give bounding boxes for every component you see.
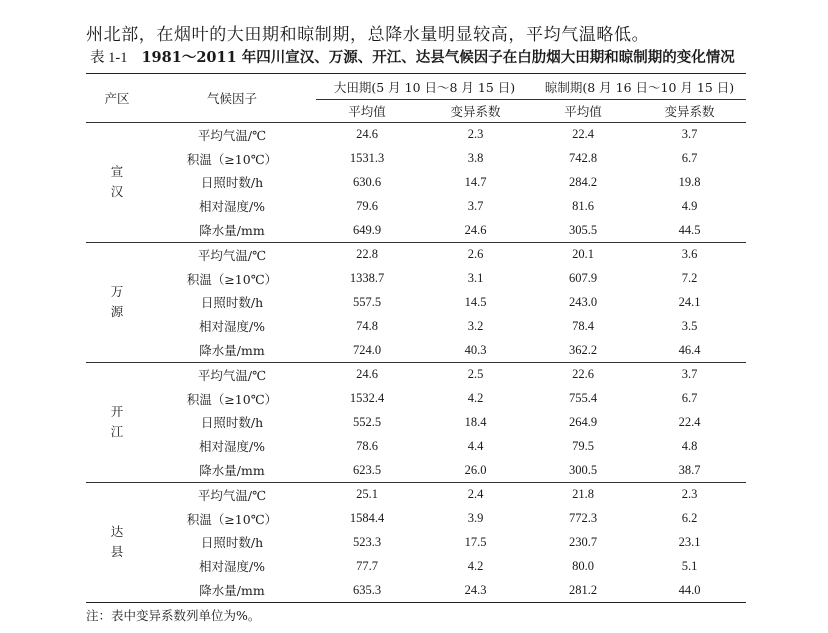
field-mean-cell: 24.6	[316, 123, 418, 147]
factor-cell: 相对湿度/%	[198, 559, 266, 575]
field-cv-cell: 3.9	[467, 511, 484, 526]
field-mean-cell: 74.8	[356, 318, 378, 333]
table-row	[86, 267, 746, 291]
curing-mean-cell: 362.2	[568, 342, 598, 357]
field-cv-cell: 24.6	[464, 222, 487, 237]
field-mean-cell: 523.3	[352, 534, 382, 549]
curing-cv-cell: 3.7	[633, 362, 746, 386]
table-row	[86, 578, 746, 602]
table-row	[86, 291, 746, 315]
field-mean-cell: 77.7	[356, 558, 378, 573]
field-mean-cell: 649.9	[352, 222, 382, 237]
curing-mean-cell: 300.5	[568, 462, 598, 477]
factor-cell: 日照时数/h	[200, 535, 264, 551]
field-cv-cell: 17.5	[464, 534, 487, 549]
curing-mean-cell: 80.0	[572, 558, 594, 573]
header-cv: 变异系数	[664, 104, 715, 119]
table-row	[86, 458, 746, 482]
field-cv-cell: 2.5	[418, 362, 533, 386]
table-row	[86, 194, 746, 218]
table-row	[86, 123, 746, 147]
factor-cell: 平均气温/℃	[148, 123, 316, 147]
field-mean-cell: 623.5	[352, 462, 382, 477]
curing-cv-cell: 44.0	[633, 578, 746, 602]
table-row	[86, 314, 746, 338]
field-mean-cell: 1584.4	[349, 511, 385, 526]
table-row	[86, 434, 746, 458]
field-cv-cell: 14.7	[464, 174, 487, 189]
curing-cv-cell: 5.1	[681, 558, 698, 573]
factor-cell: 积温（≥10℃）	[186, 271, 278, 287]
curing-cv-cell: 22.4	[678, 414, 701, 429]
header-period-curing: 晾制期(8 月 16 日～10 月 15 日)	[533, 74, 746, 100]
field-mean-cell: 635.3	[316, 578, 418, 602]
field-cv-cell: 4.2	[467, 391, 484, 406]
region-cell	[86, 242, 148, 362]
factor-cell: 降水量/mm	[148, 578, 316, 602]
field-cv-cell: 40.3	[464, 342, 487, 357]
field-cv-cell: 3.7	[467, 198, 484, 213]
field-mean-cell: 24.6	[316, 362, 418, 386]
curing-mean-cell: 755.4	[568, 391, 598, 406]
region-char: 源	[110, 304, 124, 320]
factor-cell: 日照时数/h	[200, 295, 264, 311]
curing-mean-cell: 79.5	[572, 438, 594, 453]
region-char: 开	[110, 404, 124, 420]
field-cv-cell: 4.2	[467, 558, 484, 573]
climate-table	[86, 73, 746, 603]
field-mean-cell: 724.0	[352, 342, 382, 357]
factor-cell: 相对湿度/%	[198, 319, 266, 335]
region-char: 万	[110, 284, 124, 300]
table-title: 1981～2011 年四川宣汉、万源、开江、达县气候因子在白肋烟大田期和晾制期的变化情况	[141, 49, 735, 66]
table-row	[86, 531, 746, 555]
table-row	[86, 218, 746, 242]
region-char: 汉	[110, 184, 124, 200]
field-mean-cell: 1532.4	[349, 391, 385, 406]
curing-mean-cell: 21.8	[533, 482, 633, 506]
curing-mean-cell: 772.3	[568, 511, 598, 526]
intro-paragraph: 州北部，在烟叶的大田期和晾制期，总降水量明显较高，平均气温略低。	[86, 25, 650, 45]
curing-mean-cell: 81.6	[572, 198, 594, 213]
curing-mean-cell: 22.4	[533, 123, 633, 147]
curing-cv-cell: 6.7	[681, 391, 698, 406]
header-factor: 气候因子	[148, 74, 316, 123]
table-note: 注：表中变异系数列单位为%。	[86, 608, 261, 623]
table-row	[86, 242, 746, 266]
factor-cell: 降水量/mm	[199, 463, 265, 479]
table-row	[86, 507, 746, 531]
field-mean-cell: 552.5	[352, 414, 382, 429]
curing-mean-cell: 20.1	[533, 242, 633, 266]
table-body	[86, 123, 746, 603]
field-cv-cell: 24.3	[418, 578, 533, 602]
field-cv-cell: 2.6	[418, 242, 533, 266]
table-row	[86, 387, 746, 411]
table-row	[86, 171, 746, 195]
curing-mean-cell: 22.6	[533, 362, 633, 386]
field-cv-cell: 2.3	[418, 123, 533, 147]
curing-cv-cell: 7.2	[681, 271, 698, 286]
table-row	[86, 411, 746, 435]
field-mean-cell: 630.6	[352, 174, 382, 189]
factor-cell: 平均气温/℃	[148, 362, 316, 386]
header-mean: 平均值	[348, 104, 386, 119]
field-cv-cell: 14.5	[464, 294, 487, 309]
region-cell	[86, 123, 148, 243]
table-row	[86, 362, 746, 386]
factor-cell: 积温（≥10℃）	[186, 151, 278, 167]
header-cv: 变异系数	[450, 104, 501, 119]
factor-cell: 平均气温/℃	[148, 482, 316, 506]
field-cv-cell: 26.0	[464, 462, 487, 477]
region-char: 达	[110, 524, 124, 540]
curing-cv-cell: 3.7	[633, 123, 746, 147]
field-mean-cell: 1531.3	[349, 151, 385, 166]
curing-cv-cell: 3.5	[681, 318, 698, 333]
header-region: 产区	[86, 74, 148, 123]
factor-cell: 日照时数/h	[200, 175, 264, 191]
curing-cv-cell: 3.6	[633, 242, 746, 266]
curing-mean-cell: 607.9	[568, 271, 598, 286]
region-cell	[86, 482, 148, 602]
region-char: 县	[110, 544, 124, 560]
factor-cell: 相对湿度/%	[198, 439, 266, 455]
factor-cell: 积温（≥10℃）	[186, 391, 278, 407]
curing-cv-cell: 6.7	[681, 151, 698, 166]
table-row	[86, 147, 746, 171]
curing-cv-cell: 23.1	[678, 534, 701, 549]
factor-cell: 相对湿度/%	[198, 199, 266, 215]
field-mean-cell: 557.5	[352, 294, 382, 309]
region-cell	[86, 362, 148, 482]
curing-cv-cell: 24.1	[678, 294, 701, 309]
field-mean-cell: 78.6	[356, 438, 378, 453]
curing-cv-cell: 2.3	[633, 482, 746, 506]
field-cv-cell: 3.2	[467, 318, 484, 333]
table-caption	[90, 46, 735, 67]
curing-cv-cell: 44.5	[678, 222, 701, 237]
field-mean-cell: 25.1	[316, 482, 418, 506]
field-mean-cell: 22.8	[316, 242, 418, 266]
curing-mean-cell: 742.8	[568, 151, 598, 166]
field-mean-cell: 79.6	[356, 198, 378, 213]
curing-cv-cell: 4.8	[681, 438, 698, 453]
field-cv-cell: 18.4	[464, 414, 487, 429]
header-mean: 平均值	[564, 104, 602, 119]
curing-mean-cell: 305.5	[568, 222, 598, 237]
field-cv-cell: 3.8	[467, 151, 484, 166]
curing-mean-cell: 78.4	[572, 318, 594, 333]
curing-mean-cell: 281.2	[533, 578, 633, 602]
table-row	[86, 338, 746, 362]
factor-cell: 积温（≥10℃）	[186, 511, 278, 527]
curing-mean-cell: 230.7	[568, 534, 598, 549]
table-number: 表 1-1	[90, 50, 128, 66]
field-mean-cell: 1338.7	[349, 271, 385, 286]
curing-cv-cell: 38.7	[678, 462, 701, 477]
curing-mean-cell: 243.0	[568, 294, 598, 309]
region-char: 宣	[110, 164, 124, 180]
factor-cell: 平均气温/℃	[148, 242, 316, 266]
field-cv-cell: 3.1	[467, 271, 484, 286]
field-cv-cell: 4.4	[467, 438, 484, 453]
curing-cv-cell: 4.9	[681, 198, 698, 213]
curing-cv-cell: 46.4	[678, 342, 701, 357]
factor-cell: 日照时数/h	[200, 415, 264, 431]
curing-cv-cell: 19.8	[678, 174, 701, 189]
table-row	[86, 554, 746, 578]
table-row	[86, 482, 746, 506]
factor-cell: 降水量/mm	[199, 223, 265, 239]
factor-cell: 降水量/mm	[199, 343, 265, 359]
header-period-field: 大田期(5 月 10 日～8 月 15 日)	[316, 74, 533, 100]
curing-mean-cell: 284.2	[568, 174, 598, 189]
curing-cv-cell: 6.2	[681, 511, 698, 526]
region-char: 江	[110, 424, 124, 440]
field-cv-cell: 2.4	[418, 482, 533, 506]
curing-mean-cell: 264.9	[568, 414, 598, 429]
